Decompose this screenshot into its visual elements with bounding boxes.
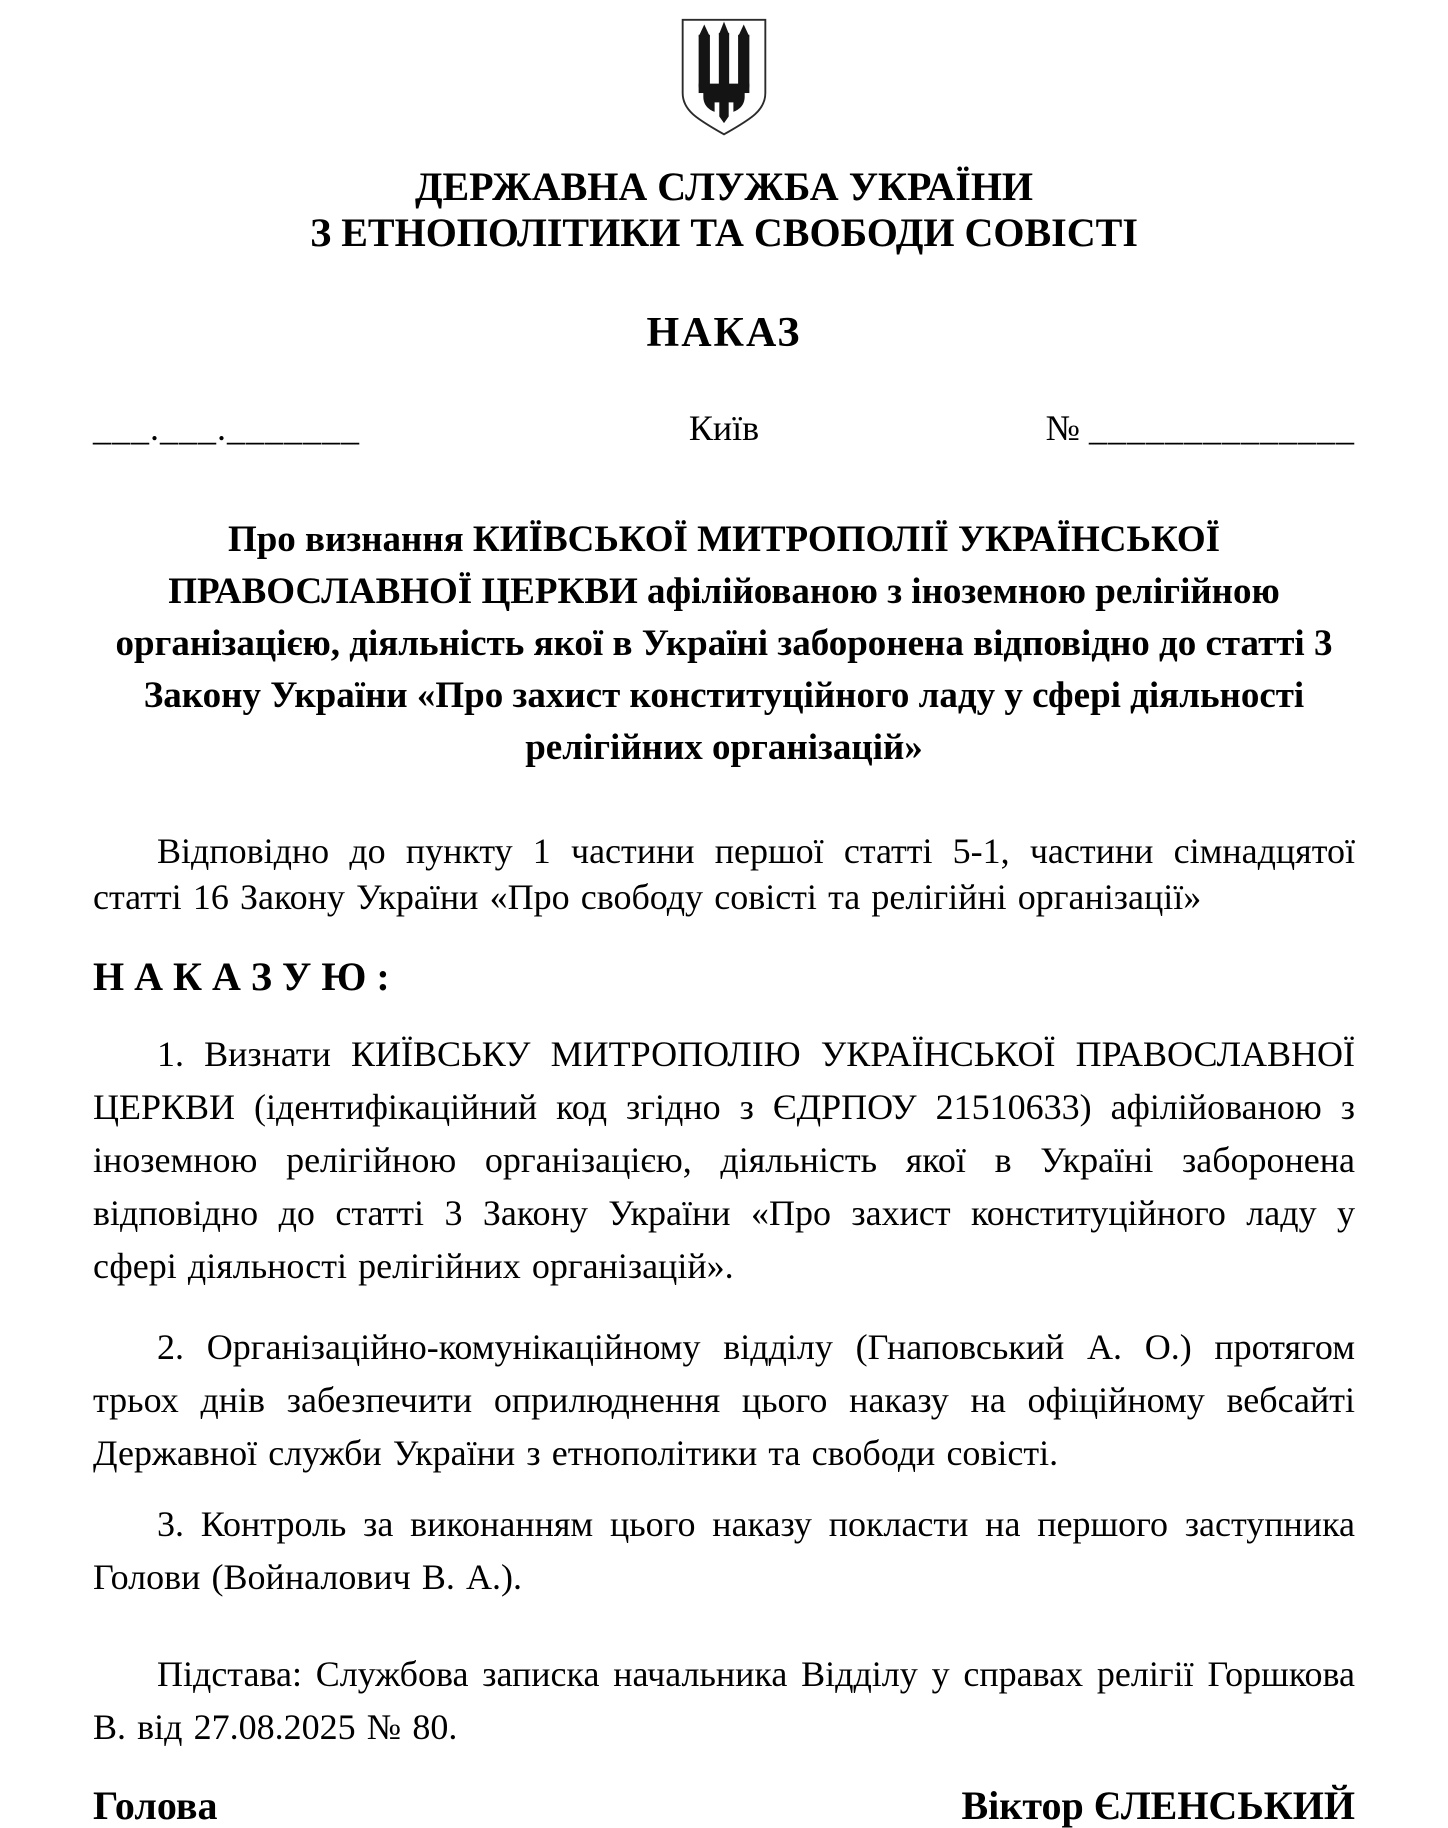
org-name-line2: З ЕТНОПОЛІТИКИ ТА СВОБОДИ СОВІСТІ <box>310 210 1138 255</box>
signature-row <box>93 1782 1355 1828</box>
org-name-line1: ДЕРЖАВНА СЛУЖБА УКРАЇНИ <box>414 164 1034 209</box>
preamble-paragraph: Відповідно до пункту 1 частини першої статті 5-1, частини сімнадцятої статті 16 Закону України «Про свободу совісті та релігійні організації» <box>93 831 1355 917</box>
order-title-line: ПРАВОСЛАВНОЇ ЦЕРКВИ афілійованою з іноземною релігійною <box>168 571 1280 612</box>
signer-position: Голова <box>93 1783 218 1828</box>
order-title-line: організацією, діяльність якої в Україні заборонена відповідно до статті 3 <box>115 623 1333 664</box>
doc-type-heading: НАКАЗ <box>646 310 802 356</box>
order-title-line: Закону України «Про захист конституційного ладу у сфері діяльності <box>143 675 1305 716</box>
order-verb-heading: Н А К А З У Ю : <box>93 954 390 999</box>
order-number-label: № <box>1045 408 1089 448</box>
order-title <box>93 514 1355 774</box>
org-name <box>93 164 1355 256</box>
order-title-line: релігійних організацій» <box>525 727 923 768</box>
date-blank-field: ___.___._______ <box>93 408 360 448</box>
order-item-3: 3. Контроль за виконанням цього наказу покласти на першого заступника Голови (Войналович В. А.). <box>93 1504 1355 1597</box>
city-label: Київ <box>688 408 760 448</box>
meta-row <box>93 406 1355 450</box>
ukraine-coat-of-arms-icon <box>676 16 772 140</box>
signer-name: Віктор ЄЛЕНСЬКИЙ <box>961 1783 1355 1828</box>
order-number-blank-field: ______________ <box>1089 408 1355 448</box>
order-number <box>759 406 1355 450</box>
order-item-1: 1. Визнати КИЇВСЬКУ МИТРОПОЛІЮ УКРАЇНСЬКОЇ ПРАВОСЛАВНОЇ ЦЕРКВИ (ідентифікаційний код згідно з ЄДРПОУ 21510633) афілійованою з іноземною релігійною організацією, діяльність якої в Україні заборонена відповідно до статті 3 Закону України «Про захист конституційного ладу у сфері діяльності релігійних організацій». <box>93 1034 1355 1286</box>
order-title-line: Про визнання КИЇВСЬКОЇ МИТРОПОЛІЇ УКРАЇНСЬКОЇ <box>227 519 1221 560</box>
order-item-2: 2. Організаційно-комунікаційному відділу (Гнаповський А. О.) протягом трьох днів забезпечити оприлюднення цього наказу на офіційному вебсайті Державної служби України з етнополітики та свободи совісті. <box>93 1327 1355 1473</box>
basis-paragraph: Підстава: Службова записка начальника Відділу у справах релігії Горшкова В. від 27.08.2025 № 80. <box>93 1654 1355 1747</box>
